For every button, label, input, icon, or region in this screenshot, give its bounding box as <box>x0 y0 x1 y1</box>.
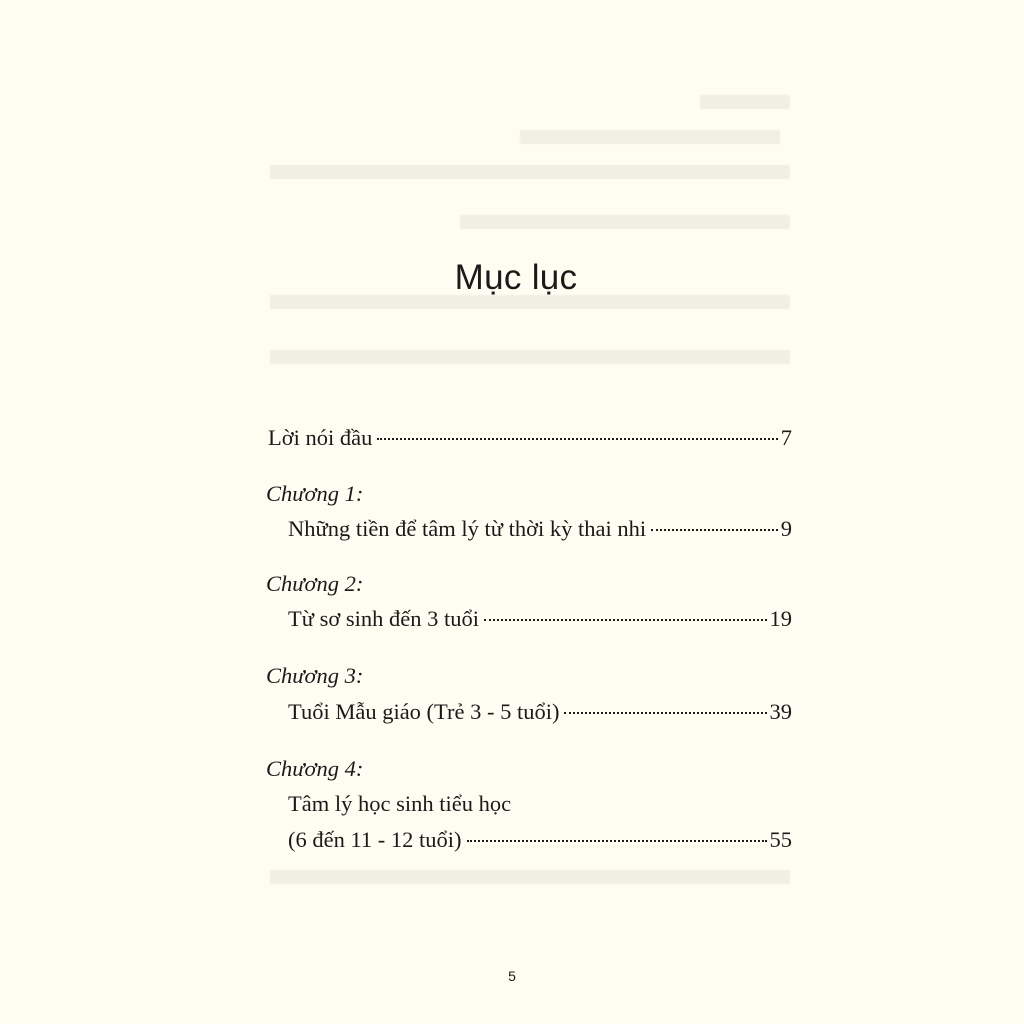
toc-entry-title: Những tiền để tâm lý từ thời kỳ thai nhi <box>288 516 647 541</box>
page-title: Mục lục <box>454 258 578 297</box>
toc-entry-title: Tuổi Mẫu giáo (Trẻ 3 - 5 tuổi) <box>288 699 560 724</box>
chapter-label: Chương 4: <box>266 756 364 781</box>
chapter-label: Chương 2: <box>266 571 364 596</box>
toc-entry-label: Lời nói đầu <box>268 425 373 450</box>
chapter-label: Chương 1: <box>266 481 364 506</box>
page-number: 5 <box>508 968 516 984</box>
dot-leader <box>651 529 778 531</box>
bleed-through-4 <box>460 215 790 229</box>
toc-page-number: 19 <box>769 606 792 631</box>
toc-page-number: 7 <box>780 425 792 450</box>
bleed-through-7 <box>270 870 790 884</box>
dot-leader <box>377 438 777 440</box>
bleed-through-1 <box>700 95 790 109</box>
dot-leader <box>484 619 767 621</box>
chapter-label: Chương 3: <box>266 663 364 688</box>
toc-entry-chapter-1 <box>288 514 792 544</box>
dot-leader <box>564 712 766 714</box>
toc-entry-title-continued: (6 đến 11 - 12 tuổi) <box>288 827 462 852</box>
toc-entry-title: Từ sơ sinh đến 3 tuổi <box>288 606 479 631</box>
toc-entry-title: Tâm lý học sinh tiểu học <box>288 791 512 816</box>
toc-entry-chapter-4 <box>288 825 792 855</box>
bleed-through-3 <box>270 165 790 179</box>
dot-leader <box>467 840 767 842</box>
bleed-through-6 <box>270 350 790 364</box>
toc-page-number: 39 <box>769 699 792 724</box>
toc-entry-preface <box>268 423 792 453</box>
toc-entry-chapter-2 <box>288 604 792 634</box>
toc-entry-chapter-3 <box>288 697 792 727</box>
toc-page-number: 9 <box>780 516 792 541</box>
bleed-through-2 <box>520 130 780 144</box>
toc-page-number: 55 <box>769 827 792 852</box>
